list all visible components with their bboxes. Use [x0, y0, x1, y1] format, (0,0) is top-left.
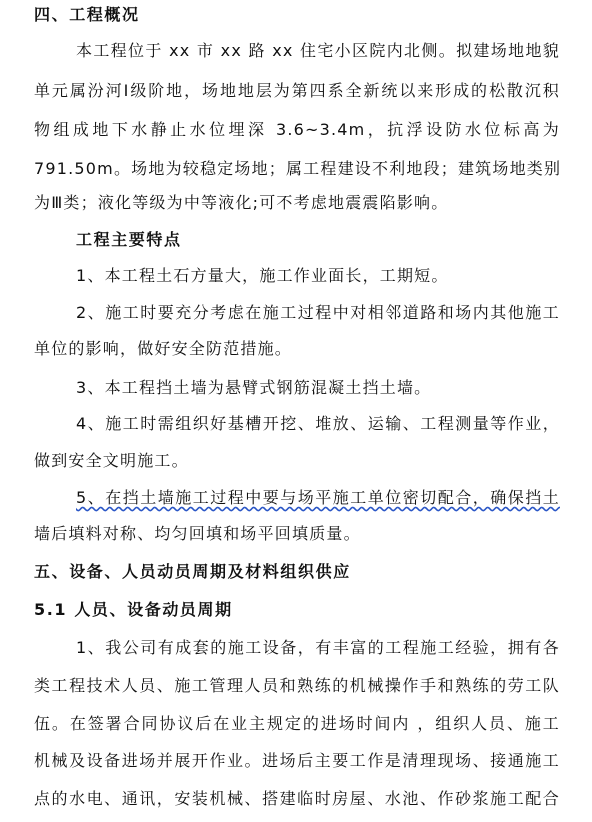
feature-line-6: 做到安全文明施工。 — [34, 451, 189, 470]
feature-line-1: 1、本工程土石方量大，施工作业面长，工期短。 — [76, 266, 449, 285]
mobilization-line-4: 机械及设备进场并展开作业。进场后主要工作是清理现场、接通施工 — [34, 751, 560, 770]
feature-line-8: 墙后填料对称、均匀回填和场平回填质量。 — [34, 524, 361, 543]
features-heading: 工程主要特点 — [76, 230, 182, 249]
feature-line-4: 3、本工程挡土墙为悬臂式钢筋混凝土挡土墙。 — [76, 378, 432, 397]
overview-line-5: 为Ⅲ类；液化等级为中等液化;可不考虑地震震陷影响。 — [34, 193, 449, 212]
mobilization-line-3: 伍。在签署合同协议后在业主规定的进场时间内 ，组织人员、施工 — [34, 714, 560, 733]
overview-line-4: 791.50m。场地为较稳定场地；属工程建设不利地段；建筑场地类别 — [34, 159, 562, 178]
overview-line-1: 本工程位于 xx 市 xx 路 xx 住宅小区院内北侧。拟建场地地貌 — [76, 41, 560, 60]
feature-line-5: 4、施工时需组织好基槽开挖、堆放、运输、工程测量等作业， — [76, 414, 560, 433]
feature-line-7: 5、在挡土墙施工过程中要与场平施工单位密切配合，确保挡土 — [76, 488, 560, 507]
section-4-heading: 四、工程概况 — [34, 5, 140, 24]
mobilization-line-1: 1、我公司有成套的施工设备，有丰富的工程施工经验，拥有各 — [76, 638, 560, 657]
feature-line-3: 单位的影响，做好安全防范措施。 — [34, 339, 293, 358]
feature-line-2: 2、施工时要充分考虑在施工过程中对相邻道路和场内其他施工 — [76, 303, 560, 322]
overview-line-2: 单元属汾河Ⅰ级阶地，场地地层为第四系全新统以来形成的松散沉积 — [34, 81, 560, 100]
section-5-1-heading: 5.1 人员、设备动员周期 — [34, 600, 233, 619]
section-5-heading: 五、设备、人员动员周期及材料组织供应 — [34, 562, 351, 581]
mobilization-line-2: 类工程技术人员、施工管理人员和熟练的机械操作手和熟练的劳工队 — [34, 676, 560, 695]
mobilization-line-5: 点的水电、通讯，安装机械、搭建临时房屋、水池、作砂浆施工配合 — [34, 789, 560, 808]
overview-line-3: 物组成地下水静止水位埋深 3.6~3.4m，抗浮设防水位标高为 — [34, 120, 560, 139]
